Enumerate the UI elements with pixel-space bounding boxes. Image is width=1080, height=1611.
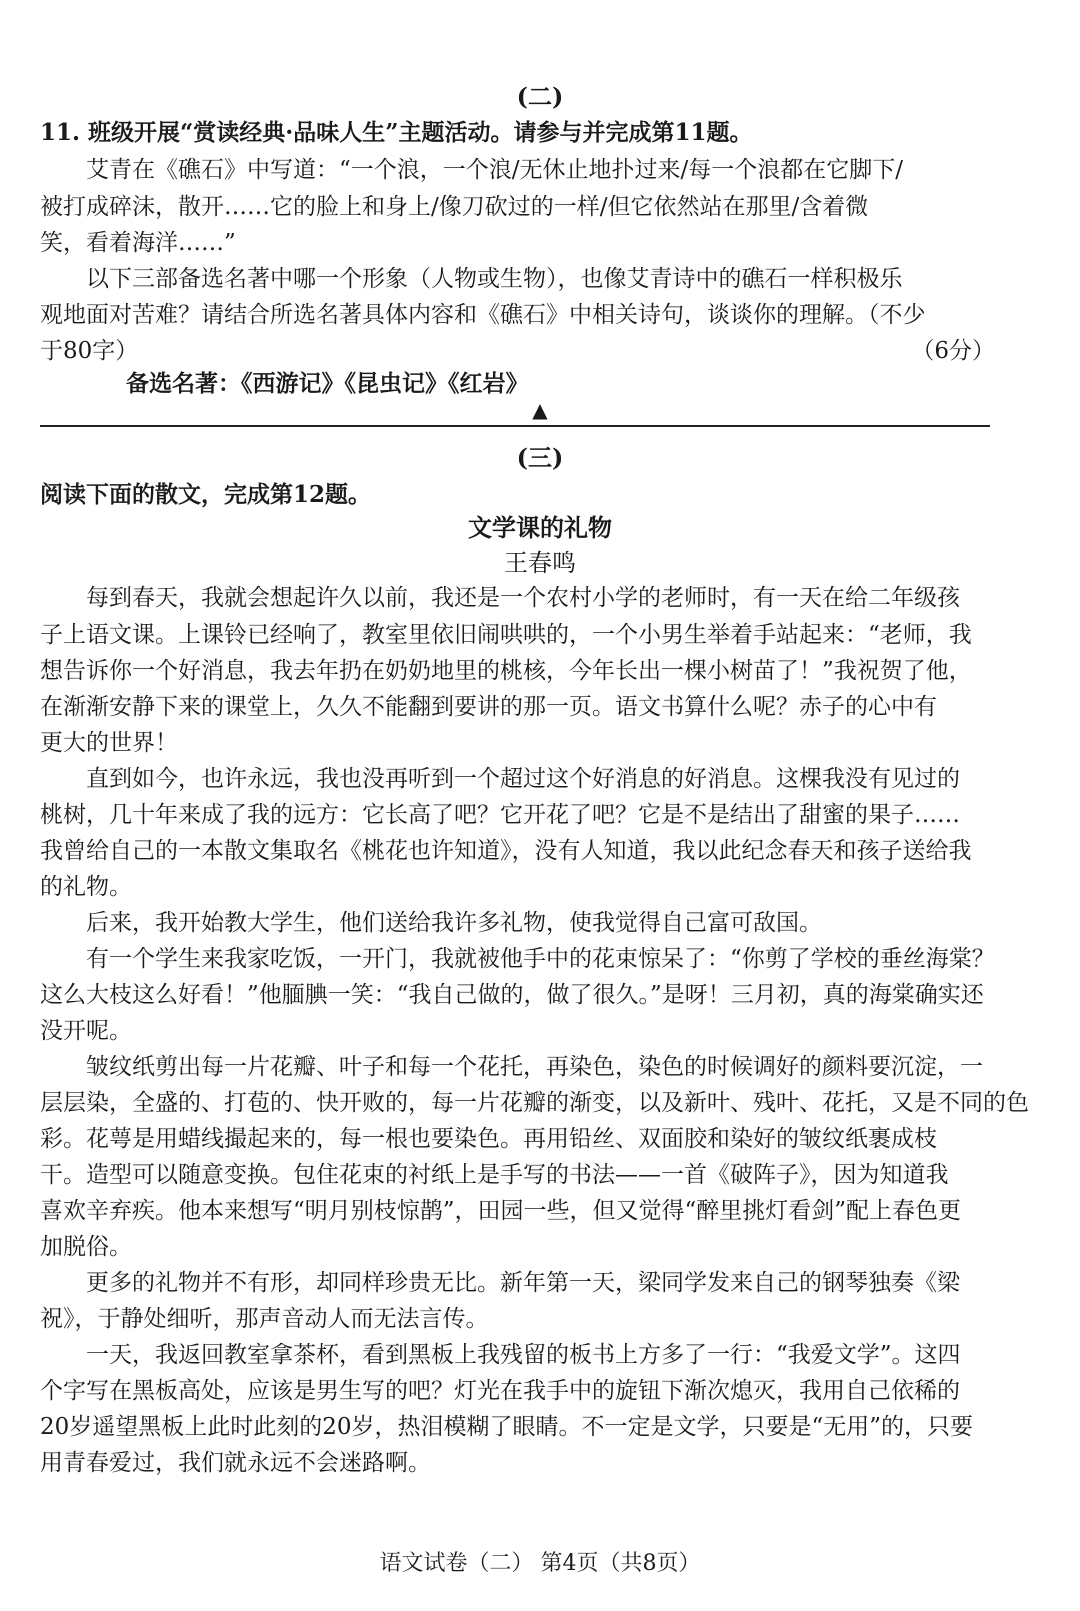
book-options: 备选名著：《西游记》《昆虫记》《红岩》	[126, 370, 529, 397]
article-line: 一天，我返回教室拿茶杯，看到黑板上我残留的板书上方多了一行：“我爱文学”。这四	[86, 1342, 961, 1368]
article-line: 子上语文课。上课铃已经响了，教室里依旧闹哄哄的，一个小男生举着手站起来：“老师，我	[40, 622, 972, 648]
points-label: （6分）	[911, 338, 995, 364]
article-line: 更多的礼物并不有形，却同样珍贵无比。新年第一天，梁同学发来自己的钢琴独奏《梁	[86, 1270, 960, 1296]
section-divider	[40, 425, 990, 427]
section-2-heading: (二)	[516, 82, 564, 111]
article-line: 没开呢。	[40, 1018, 132, 1044]
article-line: 个字写在黑板高处，应该是男生写的吧？灯光在我手中的旋钮下渐次熄灭，我用自己依稀的	[40, 1378, 960, 1404]
article-line: 每到春天，我就会想起许久以前，我还是一个农村小学的老师时，有一天在给二年级孩	[86, 585, 960, 611]
article-line: 彩。花萼是用蜡线撮起来的，每一根也要染色。再用铅丝、双面胶和染好的皱纹纸裹成枝	[40, 1126, 937, 1152]
article-line: 干。造型可以随意变换。包住花束的衬纸上是手写的书法——一首《破阵子》，因为知道我	[40, 1162, 949, 1188]
prompt-line: 于80字）	[40, 338, 139, 364]
article-line: 喜欢辛弃疾。他本来想写“明月别枝惊鹊”，田园一些，但又觉得“醉里挑灯看剑”配上春色更	[40, 1198, 962, 1224]
prompt-line: 以下三部备选名著中哪一个形象（人物或生物），也像艾青诗中的礁石一样积极乐	[86, 266, 903, 292]
article-line: 在渐渐安静下来的课堂上，久久不能翻到要讲的那一页。语文书算什么呢？赤子的心中有	[40, 694, 937, 720]
page-footer: 语文试卷（二） 第4页（共8页）	[379, 1551, 701, 1576]
article-line: 桃树，几十年来成了我的远方：它长高了吧？它开花了吧？它是不是结出了甜蜜的果子……	[40, 802, 960, 828]
article-line: 我曾给自己的一本散文集取名《桃花也许知道》，没有人知道，我以此纪念春天和孩子送给我	[40, 838, 972, 864]
exam-page	[40, 0, 1040, 1611]
article-line: 这么大枝这么好看！”他腼腆一笑：“我自己做的，做了很久。”是呀！三月初，真的海棠确实还	[40, 982, 984, 1008]
quote-line: 被打成碎沫，散开……它的脸上和身上/像刀砍过的一样/但它依然站在那里/含着微	[40, 194, 869, 220]
article-line: 祝》，于静处细听，那声音动人而无法言传。	[40, 1306, 489, 1332]
article-line: 用青春爱过，我们就永远不会迷路啊。	[40, 1450, 431, 1476]
article-line: 皱纹纸剪出每一片花瓣、叶子和每一个花托，再染色，染色的时候调好的颜料要沉淀，一	[86, 1054, 983, 1080]
article-line: 加脱俗。	[40, 1234, 132, 1260]
article-author: 王春鸣	[504, 549, 576, 577]
article-line: 想告诉你一个好消息，我去年扔在奶奶地里的桃核，今年长出一棵小树苗了！”我祝贺了他，	[40, 658, 972, 684]
article-line: 层层染，全盛的、打苞的、快开败的，每一片花瓣的渐变，以及新叶、残叶、花托，又是不同的色	[40, 1090, 1029, 1116]
article-line: 有一个学生来我家吃饭，一开门，我就被他手中的花束惊呆了：“你剪了学校的垂丝海棠？	[86, 946, 995, 972]
article-line: 的礼物。	[40, 874, 132, 900]
article-line: 20岁遥望黑板上此时此刻的20岁，热泪模糊了眼睛。不一定是文学，只要是“无用”的，只要	[40, 1414, 974, 1440]
article-line: 后来，我开始教大学生，他们送给我许多礼物，使我觉得自己富可敌国。	[86, 910, 822, 936]
prompt-line: 观地面对苦难？请结合所选名著具体内容和《礁石》中相关诗句，谈谈你的理解。（不少	[40, 302, 926, 328]
article-line: 更大的世界！	[40, 730, 178, 756]
quote-line: 艾青在《礁石》中写道：“一个浪，一个浪/无休止地扑过来/每一个浪都在它脚下/	[86, 157, 904, 183]
question-11: 11. 班级开展“赏读经典·品味人生”主题活动。请参与并完成第11题。	[40, 119, 753, 146]
answer-triangle-icon: ▲	[532, 398, 548, 422]
quote-line: 笑，看着海洋……”	[40, 230, 236, 256]
prompt-last-row	[40, 335, 995, 367]
section-3-heading: (三)	[516, 443, 564, 472]
article-line: 直到如今，也许永远，我也没再听到一个超过这个好消息的好消息。这棵我没有见过的	[86, 766, 960, 792]
reading-instruction: 阅读下面的散文，完成第12题。	[40, 481, 372, 508]
article-title: 文学课的礼物	[468, 513, 612, 542]
